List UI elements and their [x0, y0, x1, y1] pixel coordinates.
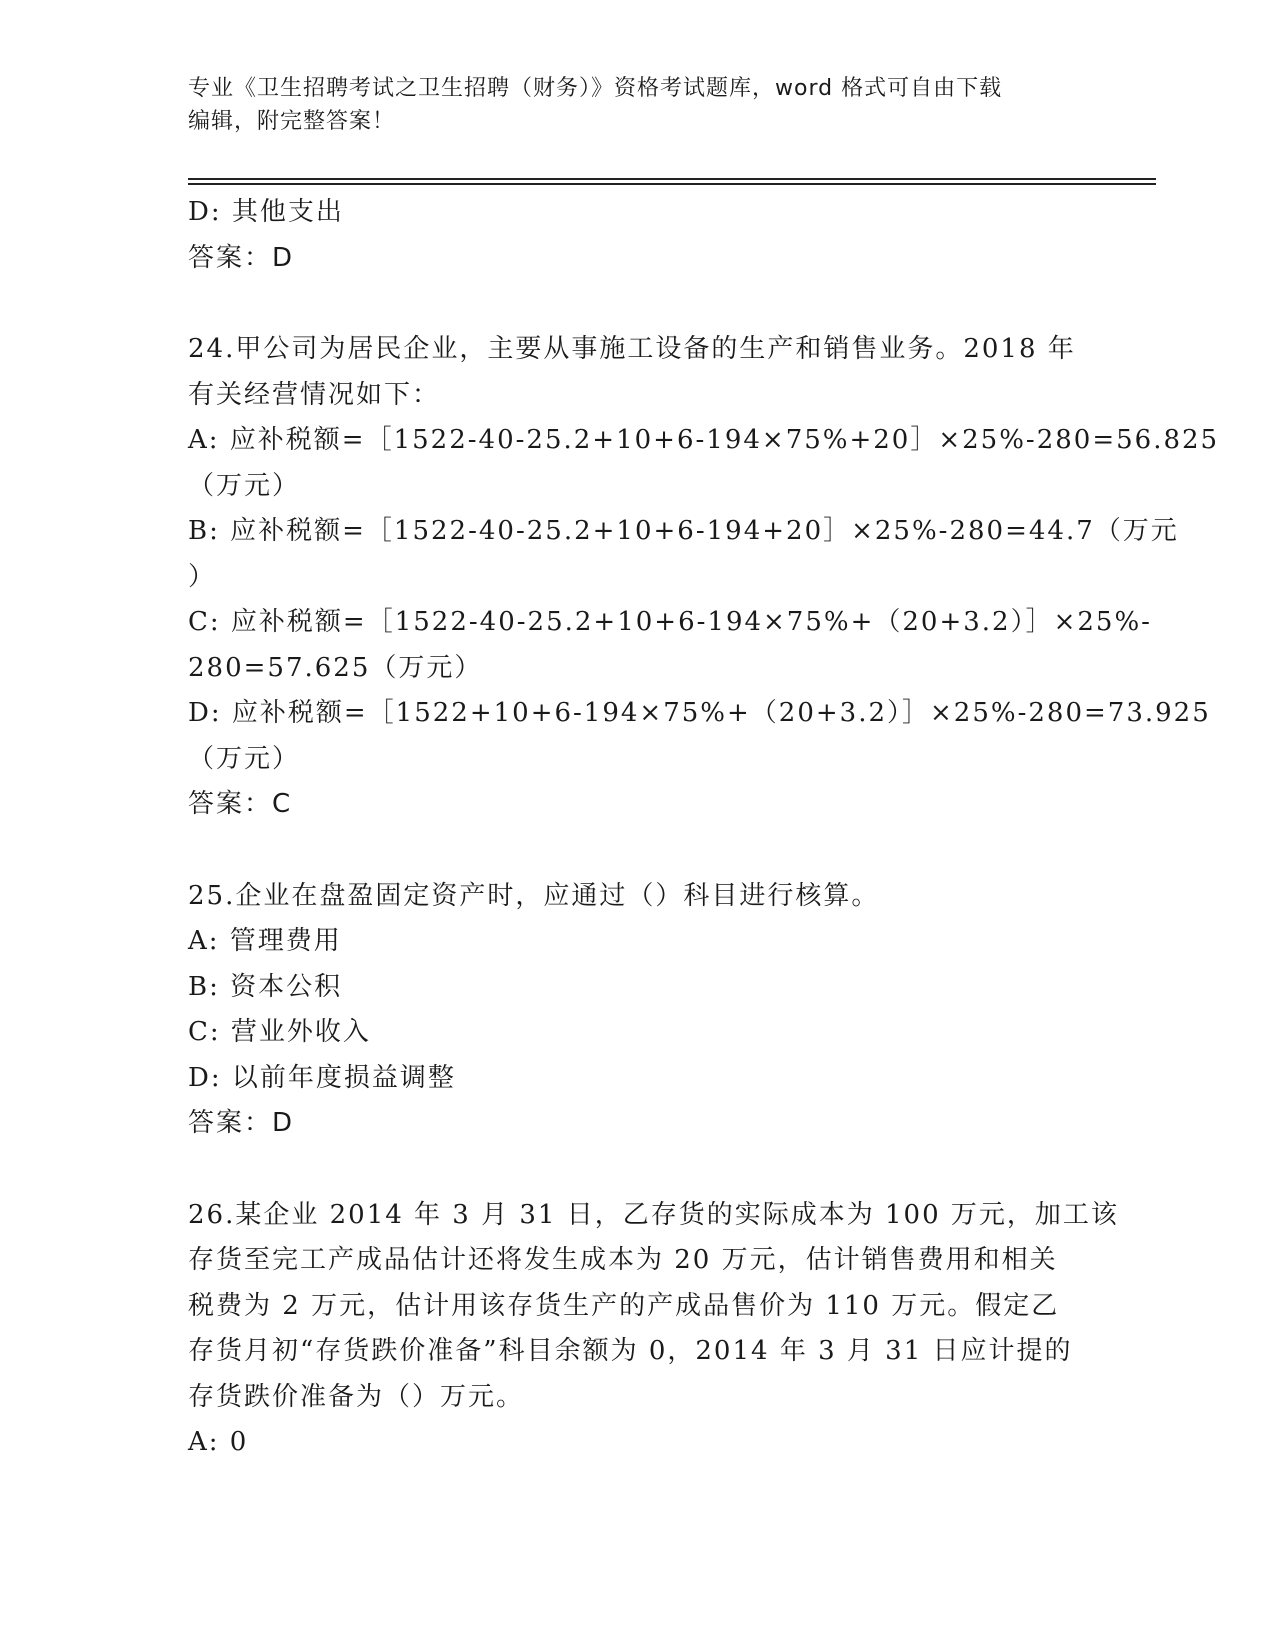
q24-option-c-line-2: 280=57.625（万元） [188, 652, 483, 683]
spacer [188, 281, 1088, 327]
q24-option-c-line-1: C: 应补税额=［1522-40-25.2+10+6-194×75%+（20+3.2）］×25%- [188, 607, 1152, 637]
q26-stem-line-3: 税费为 2 万元，估计用该存货生产的产成品售价为 110 万元。假定乙 [188, 1290, 1060, 1321]
q26-stem-line-5: 存货跌价准备为（）万元。 [188, 1381, 525, 1412]
question-25 [188, 874, 1088, 1147]
q24-answer: 答案：C [188, 789, 293, 819]
q24-option-a-line-1: A: 应补税额=［1522-40-25.2+10+6-194×75%+20］×25%-280=56.825 [188, 425, 1220, 455]
question-26 [188, 1193, 1119, 1466]
q25-answer: 答案：D [188, 1108, 295, 1138]
q26-stem-line-1: 26.某企业 2014 年 3 月 31 日，乙存货的实际成本为 100 万元，加工该 [188, 1199, 1119, 1230]
q24-option-d-line-1: D: 应补税额=［1522+10+6-194×75%+（20+3.2）］×25%-280=73.925 [188, 698, 1211, 728]
q23-option-d: D: 其他支出 [188, 197, 344, 227]
q25-option-c: C: 营业外收入 [188, 1017, 371, 1047]
header-rule-bottom [188, 183, 1156, 185]
q24-option-b-line-1: B: 应补税额=［1522-40-25.2+10+6-194+20］×25%-280=44.7（万元 [188, 516, 1179, 546]
q25-option-d: D: 以前年度损益调整 [188, 1062, 456, 1093]
q25-option-a: A: 管理费用 [188, 926, 342, 956]
q24-option-d-line-2: （万元） [188, 743, 301, 774]
page-header [188, 72, 1088, 138]
q24-stem-line-2: 有关经营情况如下： [188, 379, 441, 410]
header-line-1: 专业《卫生招聘考试之卫生招聘（财务）》资格考试题库，word 格式可自由下载 [188, 76, 1003, 101]
header-line-2: 编辑，附完整答案！ [188, 109, 396, 134]
question-content [188, 190, 1220, 1466]
q23-answer: 答案：D [188, 242, 295, 273]
q24-option-a-line-2: （万元） [188, 470, 301, 501]
q24-stem-line-1: 24.甲公司为居民企业，主要从事施工设备的生产和销售业务。2018 年 [188, 334, 1076, 364]
q26-stem-line-2: 存货至完工产成品估计还将发生成本为 20 万元，估计销售费用和相关 [188, 1245, 1058, 1275]
q26-stem-line-4: 存货月初“存货跌价准备”科目余额为 0，2014 年 3 月 31 日应计提的 [188, 1336, 1073, 1366]
q25-option-b: B: 资本公积 [188, 971, 343, 1002]
spacer [188, 828, 1088, 874]
q24-option-b-line-2: ） [188, 561, 217, 592]
spacer [188, 1147, 1088, 1193]
question-23-tail [188, 190, 1088, 281]
question-24 [188, 327, 1220, 828]
header-rule-top [188, 178, 1156, 180]
q26-option-a: A: 0 [188, 1427, 249, 1457]
q25-stem: 25.企业在盘盈固定资产时，应通过（）科目进行核算。 [188, 880, 880, 911]
